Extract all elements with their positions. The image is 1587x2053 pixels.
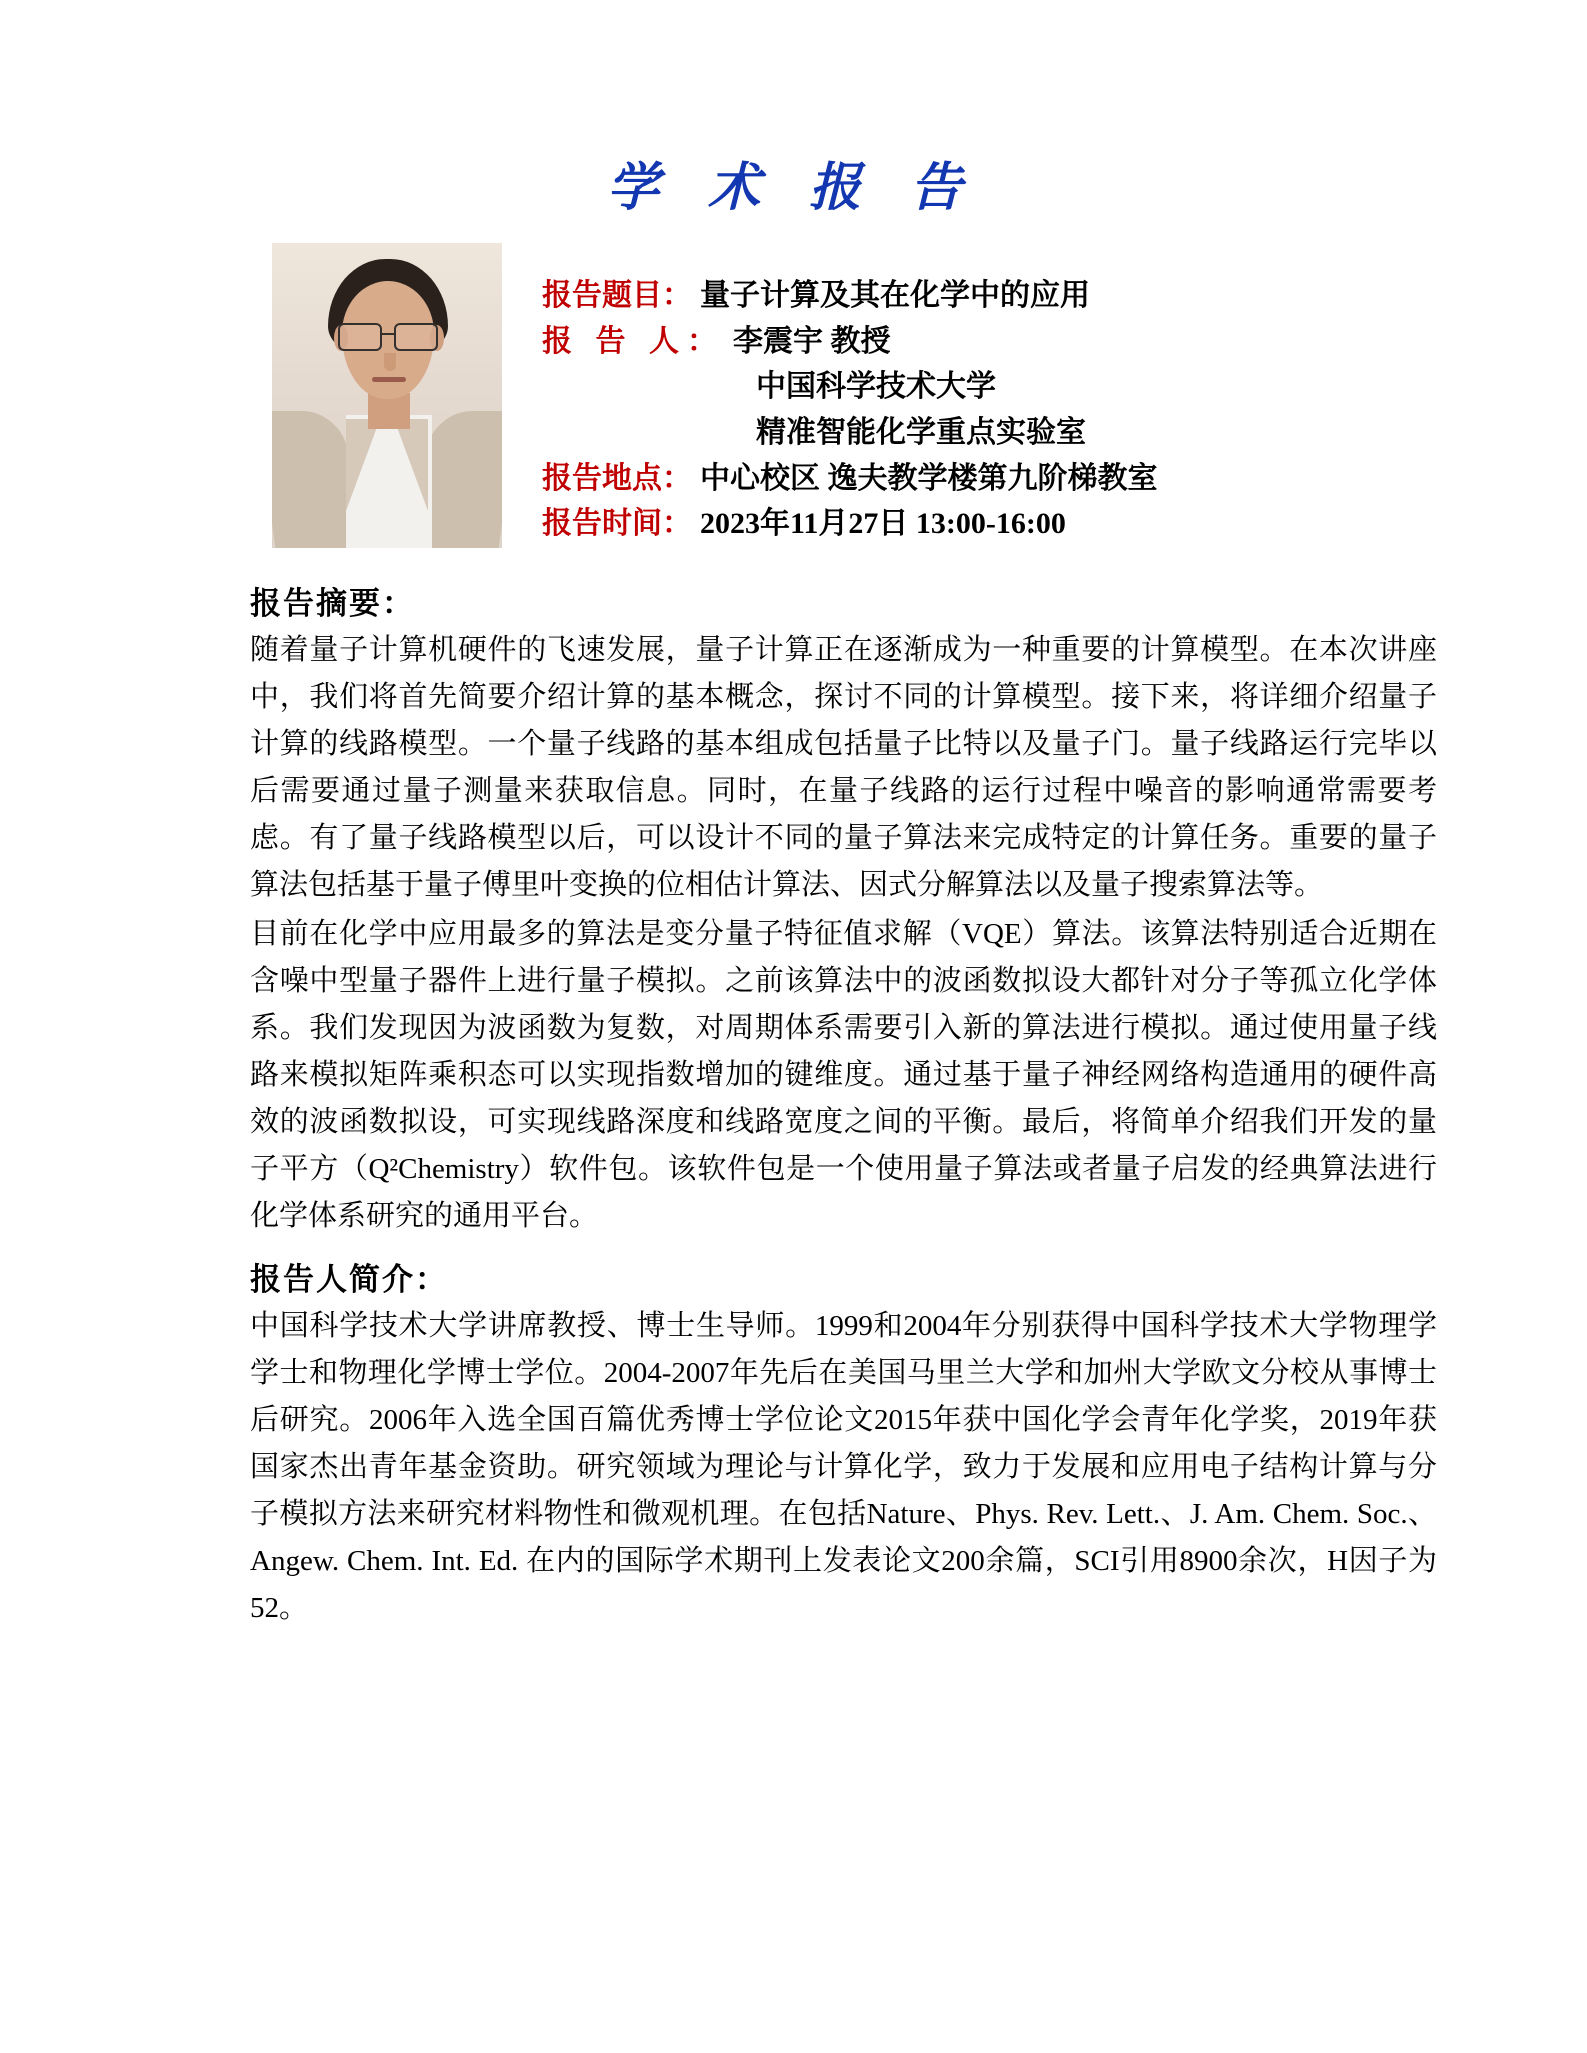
speaker-affiliation-1: 中国科学技术大学 (756, 370, 996, 404)
speaker-value: 李震宇 教授 (733, 324, 891, 358)
talk-info (542, 243, 1587, 547)
topic-value: 量子计算及其在化学中的应用 (700, 279, 1090, 313)
speaker-label: 报 告 人： (542, 324, 725, 358)
info-row-affiliation-1 (542, 364, 1587, 410)
abstract-paragraph-1: 随着量子计算机硬件的飞速发展，量子计算正在逐渐成为一种重要的计算模型。在本次讲座中，我们将首先简要介绍计算的基本概念，探讨不同的计算模型。接下来，将详细介绍量子计算的线路模型。一个量子线路的基本组成包括量子比特以及量子门。量子线路运行完毕以后需要通过量子测量来获取信息。同时，在量子线路的运行过程中噪音的影响通常需要考虑。有了量子线路模型以后，可以设计不同的量子算法来完成特定的计算任务。重要的量子算法包括基于量子傅里叶变换的位相估计算法、因式分解算法以及量子搜索算法等。 (250, 634, 1437, 902)
info-row-affiliation-2 (542, 410, 1587, 456)
bio-paragraph-1: 中国科学技术大学讲席教授、博士生导师。1999和2004年分别获得中国科学技术大学物理学学士和物理化学博士学位。2004-2007年先后在美国马里兰大学和加州大学欧文分校从事博士后研究。2006年入选全国百篇优秀博士学位论文2015年获中国化学会青年化学奖，2019年获国家杰出青年基金资助。研究领域为理论与计算化学，致力于发展和应用电子结构计算与分子模拟方法来研究材料物性和微观机理。在包括Nature、Phys. Rev. Lett.、J. Am. Chem. Soc.、Angew. Chem. Int. Ed. 在内的国际学术期刊上发表论文200余篇，SCI引用8900余次，H因子为52。 (250, 1309, 1437, 1624)
speaker-photo-wrap (272, 243, 502, 548)
info-row-speaker (542, 319, 1587, 365)
place-label: 报告地点： (542, 461, 692, 495)
glasses-bridge (380, 333, 396, 335)
info-row-place (542, 456, 1587, 502)
place-value: 中心校区 逸夫教学楼第九阶梯教室 (700, 461, 1158, 495)
header-block (0, 217, 1587, 548)
poster-body (0, 548, 1587, 1631)
info-row-topic (542, 273, 1587, 319)
topic-label: 报告题目： (542, 279, 692, 313)
glasses-icon (336, 323, 440, 349)
speaker-portrait-photo (272, 243, 502, 548)
portrait-mouth (372, 377, 406, 382)
bio-heading: 报告人简介： (250, 1261, 448, 1297)
portrait-nose (384, 353, 396, 371)
page-title: 学 术 报 告 (606, 160, 980, 217)
speaker-affiliation-2: 精准智能化学重点实验室 (756, 415, 1086, 449)
portrait-collar-left (346, 419, 380, 511)
abstract-heading: 报告摘要： (250, 586, 415, 622)
info-row-time (542, 501, 1587, 547)
abstract-paragraph-2: 目前在化学中应用最多的算法是变分量子特征值求解（VQE）算法。该算法特别适合近期在含噪中型量子器件上进行量子模拟。之前该算法中的波函数拟设大都针对分子等孤立化学体系。我们发现因为波函数为复数，对周期体系需要引入新的算法进行模拟。通过使用量子线路来模拟矩阵乘积态可以实现指数增加的键维度。通过基于量子神经网络构造通用的硬件高效的波函数拟设，可实现线路深度和线路宽度之间的平衡。最后，将简单介绍我们开发的量子平方（Q²Chemistry）软件包。该软件包是一个使用量子算法或者量子启发的经典算法进行化学体系研究的通用平台。 (250, 918, 1437, 1232)
time-value: 2023年11月27日 13:00-16:00 (700, 507, 1066, 541)
portrait-collar-right (394, 419, 428, 511)
time-label: 报告时间： (542, 507, 692, 541)
